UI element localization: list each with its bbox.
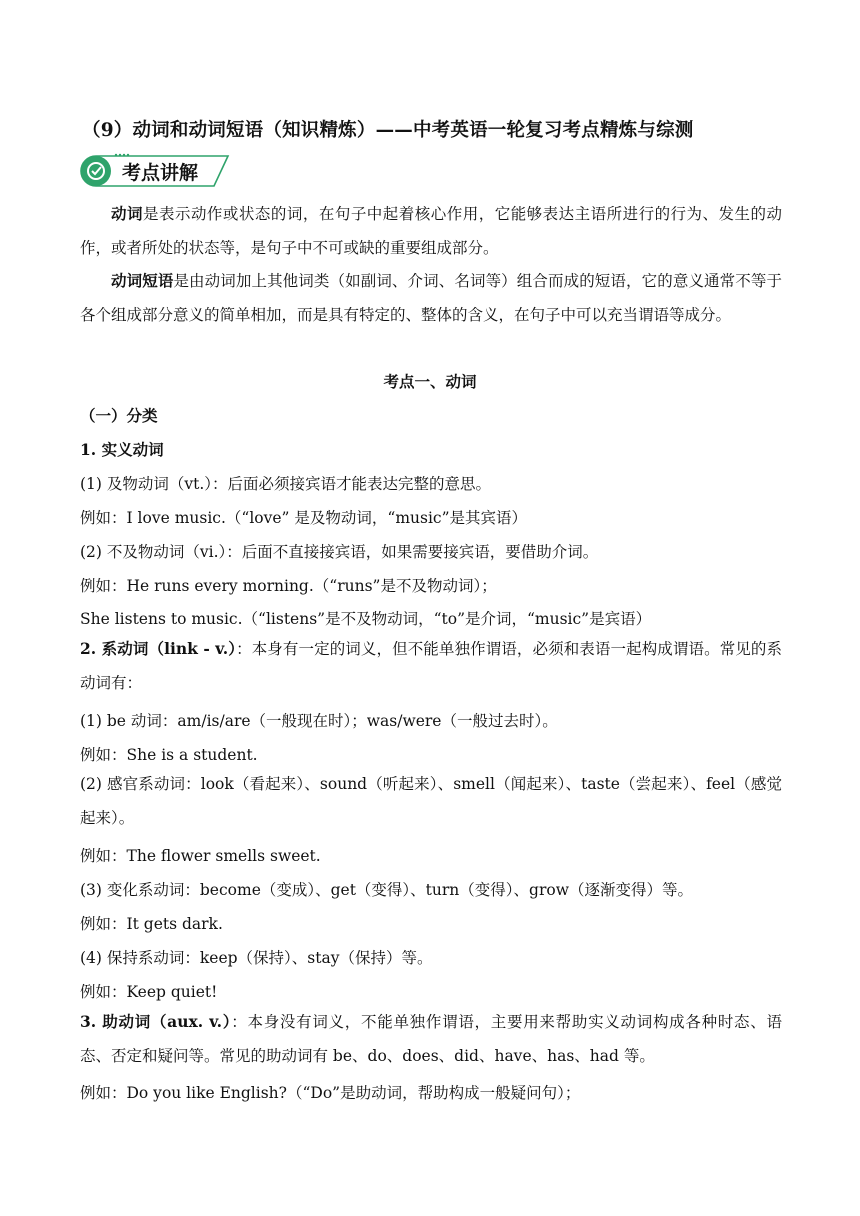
section-badge xyxy=(78,153,230,189)
line-14: 例如：Do you like English?（“Do”是助动词，帮助构成一般疑问句）； xyxy=(80,1084,581,1102)
line-6: (1) be 动词：am/is/are（一般现在时）；was/were（一般过去时）。 xyxy=(80,712,558,730)
line-1: (1) 及物动词（vt.）：后面必须接宾语才能表达完整的意思。 xyxy=(80,475,492,493)
intro-paragraph-1 xyxy=(80,197,782,265)
heading-1: 1. 实义动词 xyxy=(80,440,164,459)
line-10: (3) 变化系动词：become（变成）、get（变得）、turn（变得）、grow（逐渐变得）等。 xyxy=(80,881,693,899)
check-circle-icon xyxy=(81,156,111,186)
heading-2-term: 2. 系动词（link - v.） xyxy=(80,639,237,658)
page-title: （9）动词和动词短语（知识精炼）——中考英语一轮复习考点精炼与综测 xyxy=(82,120,694,141)
heading-3-term: 3. 助动词（aux. v.） xyxy=(80,1012,232,1031)
heading-3-text: ：本身没有词义，不能单独作谓语，主要用来帮助实义动词构成各种时态、语态、否定和疑问等。常见的助动词有 be、do、does、did、have、has、had 等。 xyxy=(80,1013,782,1065)
line-7: 例如：She is a student. xyxy=(80,746,258,764)
heading-2 xyxy=(80,632,782,700)
intro-text-1: 是表示动作或状态的词，在句子中起着核心作用，它能够表达主语所进行的行为、发生的动作，或者所处的状态等，是句子中不可或缺的重要组成部分。 xyxy=(80,205,782,257)
badge-label: 考点讲解 xyxy=(122,162,199,184)
line-8: (2) 感官系动词：look（看起来）、sound（听起来）、smell（闻起来）、taste（尝起来）、feel（感觉起来）。 xyxy=(80,775,782,827)
intro-text-2: 是由动词加上其他词类（如副词、介词、名词等）组合而成的短语，它的意义通常不等于各个组成部分意义的简单相加，而是具有特定的、整体的含义，在句子中可以充当谓语等成分。 xyxy=(80,272,782,324)
heading-3 xyxy=(80,1005,782,1073)
subheading: （一）分类 xyxy=(80,406,158,425)
line-11: 例如：It gets dark. xyxy=(80,915,223,933)
line-4: 例如：He runs every morning.（“runs”是不及物动词）； xyxy=(80,577,497,595)
intro-term-1: 动词 xyxy=(111,204,143,223)
intro-term-2: 动词短语 xyxy=(111,271,174,290)
line-12: (4) 保持系动词：keep（保持）、stay（保持）等。 xyxy=(80,949,433,967)
line-9: 例如：The flower smells sweet. xyxy=(80,847,321,865)
line-2: 例如：I love music.（“love” 是及物动词，“music”是其宾语） xyxy=(80,509,528,527)
intro-paragraph-2 xyxy=(80,264,782,332)
line-13: 例如：Keep quiet! xyxy=(80,983,218,1001)
line-3: (2) 不及物动词（vi.）：后面不直接接宾语，如果需要接宾语，要借助介词。 xyxy=(80,543,599,561)
heading-2-text: ：本身有一定的词义，但不能单独作谓语，必须和表语一起构成谓语。常见的系动词有： xyxy=(80,640,782,692)
section-heading: 考点一、动词 xyxy=(383,372,477,391)
line-5: She listens to music.（“listens”是不及物动词，“to”是介词，“music”是宾语） xyxy=(80,610,652,628)
